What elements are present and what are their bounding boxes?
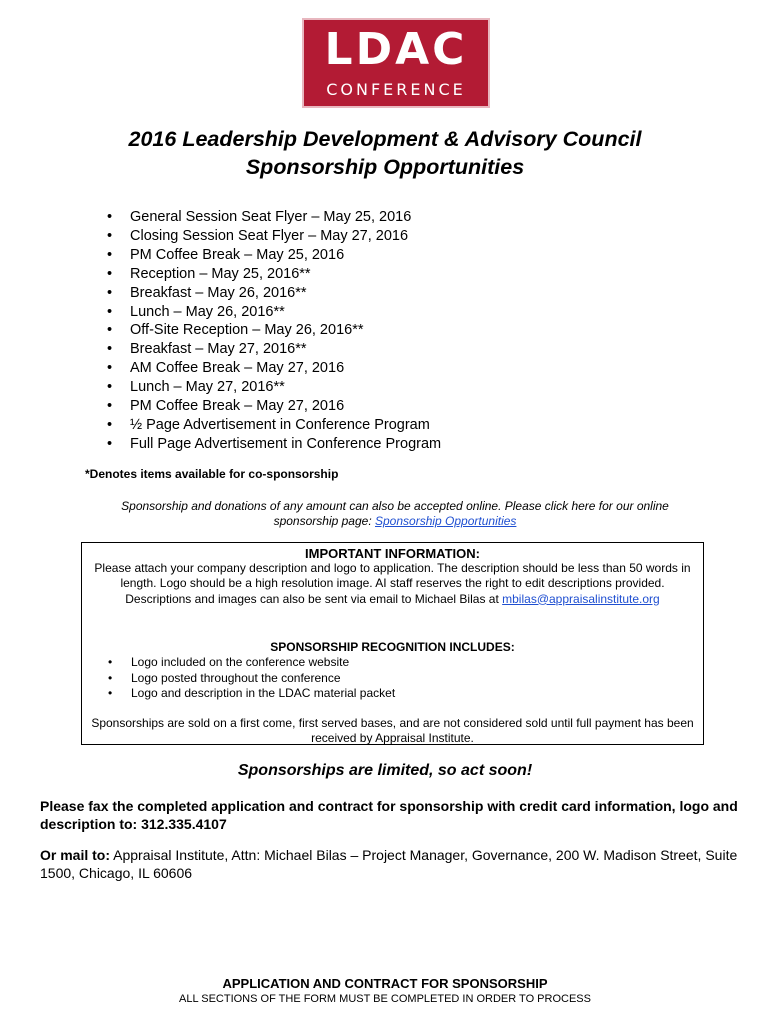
description-text: Please attach your company description and logo to application. The description should be less than 50 words in length. Logo should be a high resolution image. AI staff reserves the right to edit descriptions provided.	[94, 561, 691, 591]
mail-address: Appraisal Institute, Attn: Michael Bilas – Project Manager, Governance, 200 W. Madison Street, Suite 1500, Chicago, IL 60606	[40, 847, 738, 881]
list-item: • Breakfast – May 26, 2016**	[107, 284, 441, 303]
title-line-1: 2016 Leadership Development & Advisory Council	[128, 127, 642, 151]
mail-instructions	[40, 846, 740, 882]
list-item: • Reception – May 25, 2016**	[107, 265, 441, 284]
mail-label: Or mail to:	[40, 847, 111, 863]
online-text: Sponsorship and donations of any amount can also be accepted online. Please click here for our online sponsorship page:	[121, 499, 669, 528]
sponsorship-opportunities-link[interactable]: Sponsorship Opportunities	[375, 514, 517, 528]
ldac-conference-logo	[302, 18, 490, 108]
limited-heading: Sponsorships are limited, so act soon!	[237, 762, 533, 779]
title-line-2: Sponsorship Opportunities	[245, 155, 525, 179]
page-title	[0, 125, 770, 181]
list-item: • ½ Page Advertisement in Conference Program	[107, 416, 441, 435]
list-item: • PM Coffee Break – May 25, 2016	[107, 246, 441, 265]
list-item: • PM Coffee Break – May 27, 2016	[107, 397, 441, 416]
fax-instructions: Please fax the completed application and contract for sponsorship with credit card information, logo and description to: 312.335.4107	[40, 798, 738, 832]
list-item: • Breakfast – May 27, 2016**	[107, 340, 441, 359]
list-item: • Logo and description in the LDAC material packet	[108, 686, 395, 702]
recognition-title: SPONSORSHIP RECOGNITION INCLUDES:	[270, 640, 515, 654]
application-title: APPLICATION AND CONTRACT FOR SPONSORSHIP	[222, 976, 548, 991]
email-text: Descriptions and images can also be sent via email to Michael Bilas at	[125, 591, 499, 606]
box-description	[92, 561, 693, 607]
list-item: • General Session Seat Flyer – May 25, 2016	[107, 208, 441, 227]
co-sponsorship-note: *Denotes items available for co-sponsorship	[85, 467, 339, 481]
online-sponsorship-text	[100, 499, 690, 529]
email-link[interactable]: mbilas@appraisalinstitute.org	[502, 591, 660, 606]
list-item: • Logo included on the conference website	[108, 655, 395, 671]
list-item: • AM Coffee Break – May 27, 2016	[107, 359, 441, 378]
logo-conference-text: CONFERENCE	[326, 80, 466, 99]
logo-ldac-text: LDAC	[324, 24, 468, 75]
list-item: • Full Page Advertisement in Conference Program	[107, 435, 441, 454]
list-item: • Closing Session Seat Flyer – May 27, 2016	[107, 227, 441, 246]
important-information-box	[81, 542, 704, 745]
opportunities-list	[107, 208, 441, 454]
first-come-note: Sponsorships are sold on a first come, first served bases, and are not considered sold until full payment has been received by Appraisal Institute.	[91, 716, 694, 745]
list-item: • Off-Site Reception – May 26, 2016**	[107, 321, 441, 340]
email-line	[92, 592, 693, 607]
list-item: • Lunch – May 27, 2016**	[107, 378, 441, 397]
list-item: • Lunch – May 26, 2016**	[107, 303, 441, 322]
application-subtitle: ALL SECTIONS OF THE FORM MUST BE COMPLETED IN ORDER TO PROCESS	[179, 993, 591, 1005]
list-item: • Logo posted throughout the conference	[108, 671, 395, 687]
recognition-list	[108, 655, 395, 702]
box-title: IMPORTANT INFORMATION:	[305, 546, 480, 561]
